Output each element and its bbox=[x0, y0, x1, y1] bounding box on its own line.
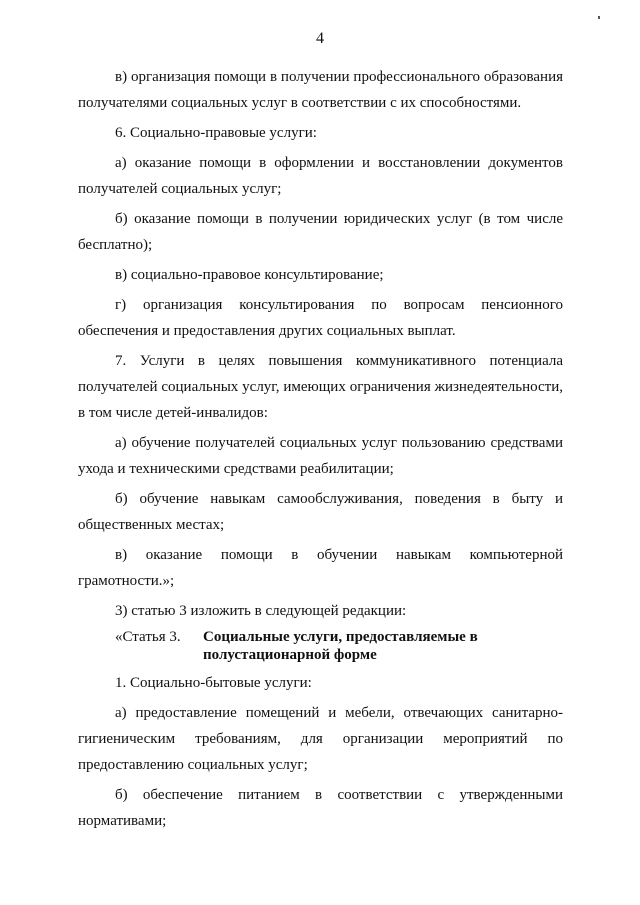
paragraph: 1. Социально-бытовые услуги: bbox=[115, 675, 312, 691]
scan-speck bbox=[598, 16, 600, 19]
paragraph: 6. Социально-правовые услуги: bbox=[115, 125, 317, 141]
paragraph: 3) статью 3 изложить в следующей редакции: bbox=[115, 603, 407, 619]
page-number: 4 bbox=[316, 30, 324, 47]
paragraph: в) организация помощи в получении профессионального образования получателями социальных услуг в соответствии с их способностями. bbox=[78, 69, 563, 111]
paragraph: в) социально-правовое консультирование; bbox=[115, 267, 384, 283]
article-label: «Статья 3. bbox=[115, 629, 181, 645]
paragraph: б) обучение навыкам самообслуживания, поведения в быту и общественных местах; bbox=[78, 491, 563, 533]
document-body bbox=[78, 64, 563, 838]
paragraph: б) оказание помощи в получении юридических услуг (в том числе бесплатно); bbox=[78, 211, 563, 253]
article-title: Социальные услуги, предоставляемые в полустационарной форме bbox=[203, 629, 478, 663]
article-heading bbox=[78, 628, 563, 664]
paragraph: в) оказание помощи в обучении навыкам компьютерной грамотности.»; bbox=[78, 547, 563, 589]
paragraph: а) обучение получателей социальных услуг пользованию средствами ухода и техническими средствами реабилитации; bbox=[78, 435, 563, 477]
paragraph: г) организация консультирования по вопросам пенсионного обеспечения и предоставления других социальных выплат. bbox=[78, 297, 563, 339]
paragraph: а) оказание помощи в оформлении и восстановлении документов получателей социальных услуг; bbox=[78, 155, 563, 197]
paragraph: б) обеспечение питанием в соответствии с утвержденными нормативами; bbox=[78, 787, 563, 829]
paragraph: а) предоставление помещений и мебели, отвечающих санитарно-гигиеническим требованиям, для организации мероприятий по предоставлению социальных услуг; bbox=[78, 705, 563, 773]
paragraph: 7. Услуги в целях повышения коммуникативного потенциала получателей социальных услуг, имеющих ограничения жизнедеятельности, в том числе детей-инвалидов: bbox=[78, 353, 563, 421]
